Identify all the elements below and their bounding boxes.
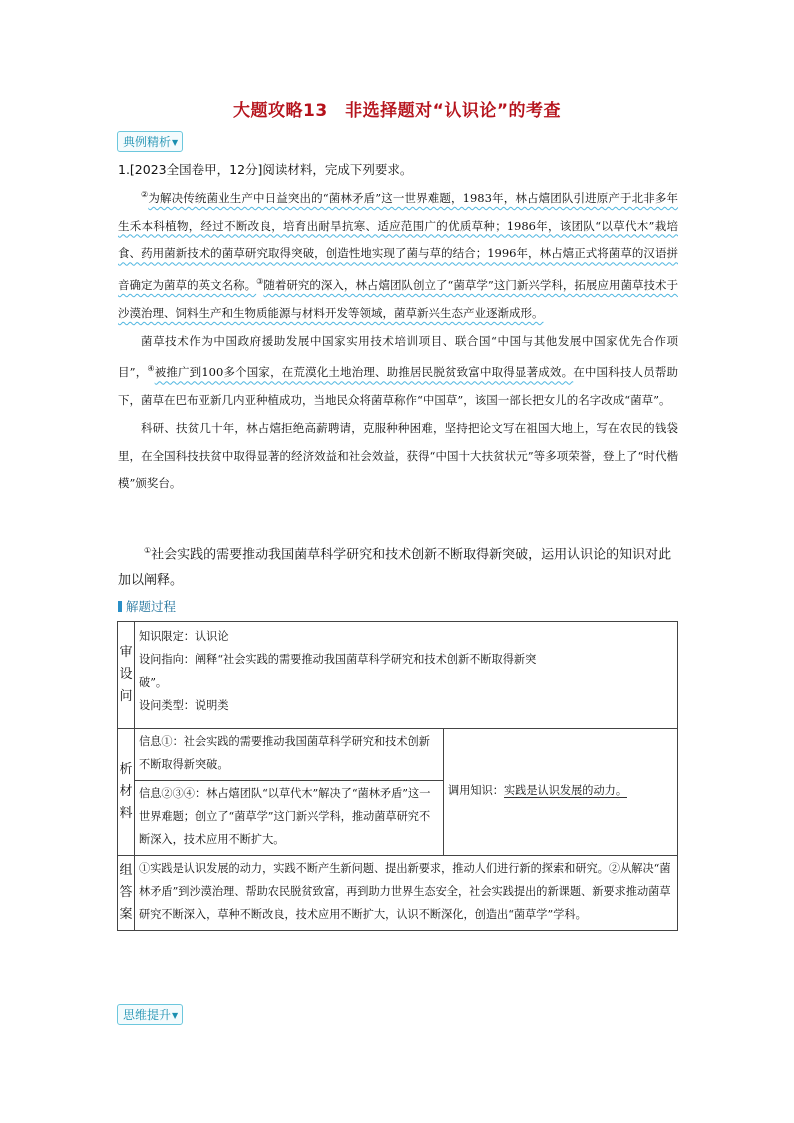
solve-label-text: 解题过程 xyxy=(126,599,177,614)
shen-line-2: 设问指向：阐释“社会实践的需要推动我国菌草科学研究和技术创新不断取得新突 xyxy=(139,653,537,666)
xi-label xyxy=(118,729,135,856)
table-row xyxy=(118,622,678,729)
table-row xyxy=(118,856,678,931)
example-tag xyxy=(117,131,183,152)
info-1-text: 信息①：社会实践的需要推动我国菌草科学研究和技术创新不断取得新突破。 xyxy=(139,735,430,771)
question-prompt xyxy=(118,538,678,594)
zu-label xyxy=(118,856,135,931)
material-paragraph-3: 科研、扶贫几十年，林占熺拒绝高薪聘请，克服种种困难，坚持把论文写在祖国大地上，写在农民的钱袋里，在全国科技扶贫中取得显著的经济效益和社会效益，获得“中国十大扶贫状元”等多项荣誉，登上了“时代楷模”颁奖台。 xyxy=(118,420,678,491)
answer-cell xyxy=(135,856,678,931)
improve-tag xyxy=(117,1004,183,1025)
knowledge-cell xyxy=(444,729,678,856)
marker-1: ① xyxy=(144,546,152,555)
knowledge-text: 实践是认识发展的动力。 xyxy=(503,784,628,797)
zu-char-3: 案 xyxy=(119,907,133,922)
marker-2: ② xyxy=(141,190,149,199)
page-title: 大题攻略13 非选择题对“认识论”的考查 xyxy=(232,101,561,121)
info-2-cell xyxy=(135,781,444,856)
info-2-text: 信息②③④：林占熺团队“以草代木”解决了“菌林矛盾”这一世界难题；创立了“菌草学”这门新兴学科，推动菌草研究不断深入，技术应用不断扩大。 xyxy=(139,787,431,846)
underlined-text-4: 被推广到100多个国家，在荒漠化土地治理、助推居民脱贫致富中取得显著成效。 xyxy=(154,365,574,380)
xi-char-2: 材 xyxy=(119,784,133,799)
material-paragraph-2 xyxy=(118,328,678,415)
section-marker-icon xyxy=(118,601,122,612)
prompt-text: 社会实践的需要推动我国菌草科学研究和技术创新不断取得新突破，运用认识论的知识对此加以阐释。 xyxy=(118,547,672,589)
table-row xyxy=(118,729,678,781)
triangle-down-icon: ▼ xyxy=(172,138,179,147)
shen-content xyxy=(135,622,678,729)
xi-char-3: 料 xyxy=(119,806,133,821)
shen-char-3: 问 xyxy=(119,689,133,704)
xi-char-1: 析 xyxy=(119,762,133,777)
knowledge-label: 调用知识： xyxy=(448,784,504,797)
material-text: 菌草技术作为中国政府援助发展中国家实用技术培训项目、联合国“中国与其他发展中国家优先合作项目”， xyxy=(118,333,678,380)
triangle-down-icon: ▼ xyxy=(172,1011,179,1020)
underlined-text-3: 随着研究的深入，林占熺团队创立了“菌草学”这门新兴学科，拓展应用菌草技术于沙漠治理、饲料生产和生物质能源与材料开发等领域，菌草新兴生态产业逐渐成形。 xyxy=(118,278,678,320)
shen-line-3: 破”。 xyxy=(139,676,168,689)
example-tag-label: 典例精析 xyxy=(123,135,172,149)
shen-line-1: 知识限定：认识论 xyxy=(139,630,229,643)
improve-tag-label: 思维提升 xyxy=(123,1008,172,1022)
underlined-text-2: 为解决传统菌业生产中日益突出的“菌林矛盾”这一世界难题，1983年，林占熺团队引进原产于北非多年生禾本科植物，经过不断改良，培育出耐旱抗寒、适应范围广的优质草种；1986年，该团队“以草代木”栽培食、药用菌新技术的菌草研究取得突破，创造性地实现了菌与草的结合；1996年，林占熺正式将菌草的汉语拼音确定为菌草的英文名称。 xyxy=(118,190,679,293)
solve-section-label xyxy=(118,597,176,615)
shen-line-4: 设问类型：说明类 xyxy=(139,699,229,712)
marker-3: ③ xyxy=(256,277,264,287)
material-text: 在中国科技人员帮助下，菌草在巴布亚新几内亚种植成功，当地民众将菌草称作“中国草”，该国一部长把女儿的名字改成“菌草”。 xyxy=(118,365,679,408)
answer-text: ①实践是认识发展的动力，实践不断产生新问题、提出新要求，推动人们进行新的探索和研究。②从解决“菌林矛盾”到沙漠治理、帮助农民脱贫致富，再到助力世界生态安全，社会实践提出的新课题、新要求推动菌草研究不断深入，草种不断改良，技术应用不断扩大，认识不断深化，创造出“菌草学”学科。 xyxy=(139,862,671,921)
material-paragraph-1 xyxy=(118,181,678,328)
shen-label xyxy=(118,622,135,729)
zu-char-1: 组 xyxy=(119,863,133,878)
shen-char-2: 设 xyxy=(119,667,133,682)
shen-char-1: 审 xyxy=(119,645,133,660)
material xyxy=(118,181,678,498)
marker-4: ④ xyxy=(147,364,155,374)
solve-table xyxy=(117,621,678,931)
info-1-cell xyxy=(135,729,444,781)
question-head: 1.[2023全国卷甲，12分]阅读材料，完成下列要求。 xyxy=(118,162,413,177)
zu-char-2: 答 xyxy=(119,885,133,900)
